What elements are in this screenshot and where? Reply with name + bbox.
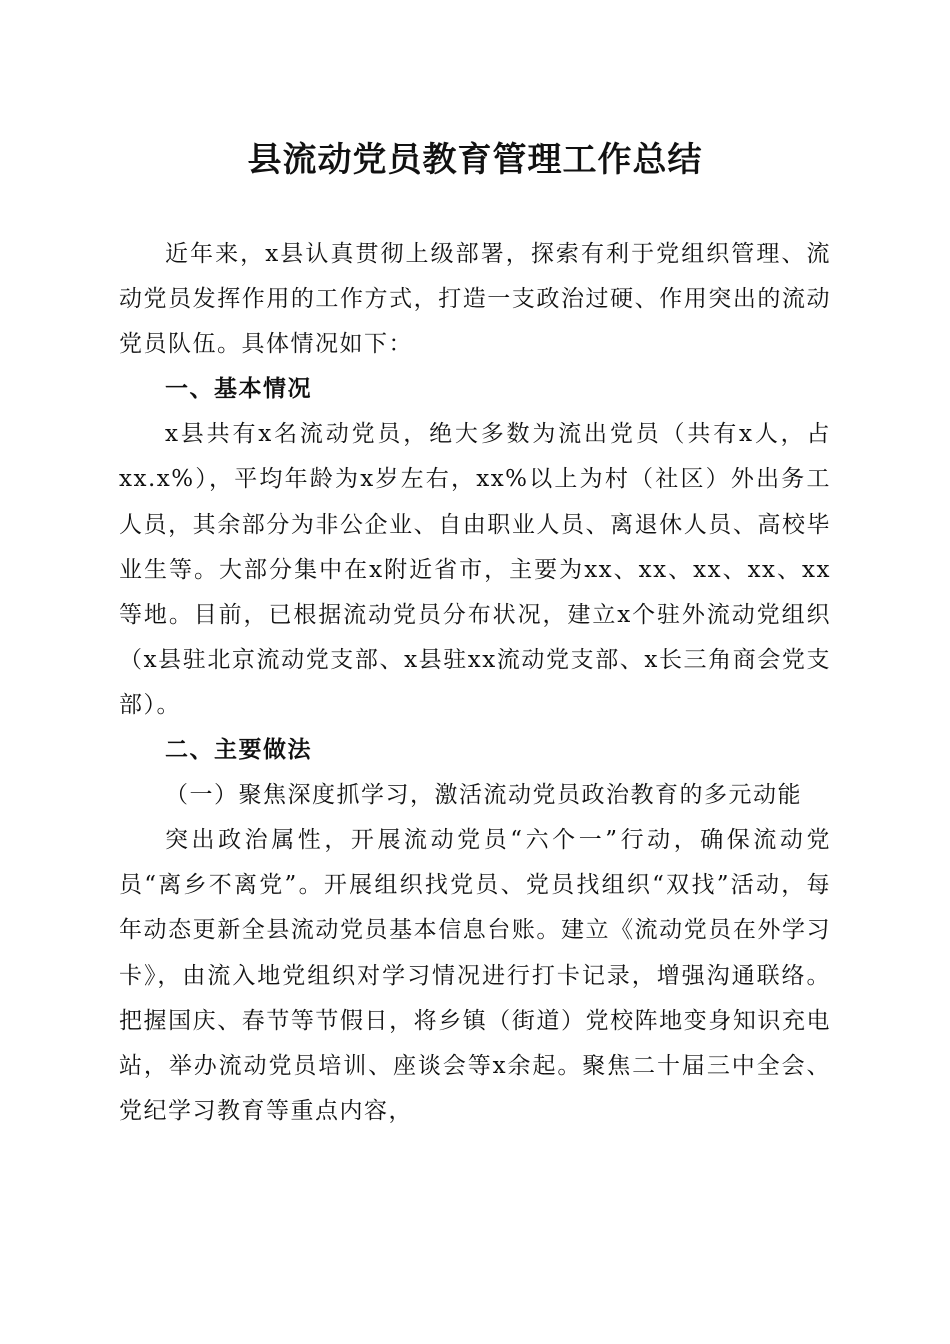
study-paragraph: 突出政治属性，开展流动党员“六个一”行动，确保流动党员“离乡不离党”。开展组织找党员、党员找组织“双找”活动，每年动态更新全县流动党员基本信息台账。建立《流动党员在外学习卡》，由流入地党组织对学习情况进行打卡记录，增强沟通联络。把握国庆、春节等节假日，将乡镇（街道）党校阵地变身知识充电站，举办流动党员培训、座谈会等x余起。聚焦二十届三中全会、党纪学习教育等重点内容， [119, 827, 831, 1124]
section-heading-main-practices: 二、主要做法 [165, 737, 312, 764]
section-heading-basic-situation: 一、基本情况 [165, 376, 312, 403]
document-body [119, 232, 831, 1134]
intro-paragraph: 近年来，x县认真贯彻上级部署，探索有利于党组织管理、流动党员发挥作用的工作方式，打造一支政治过硬、作用突出的流动党员队伍。具体情况如下： [119, 241, 831, 358]
subsection-heading-study: （一）聚焦深度抓学习，激活流动党员政治教育的多元动能 [165, 782, 802, 809]
basic-situation-paragraph: x县共有x名流动党员，绝大多数为流出党员（共有x人，占xx.x%），平均年龄为x岁左右，xx%以上为村（社区）外出务工人员，其余部分为非公企业、自由职业人员、离退休人员、高校毕业生等。大部分集中在x附近省市，主要为xx、xx、xx、xx、xx等地。目前，已根据流动党员分布状况，建立x个驻外流动党组织（x县驻北京流动党支部、x县驻xx流动党支部、x长三角商会党支部）。 [119, 421, 831, 718]
document-title: 县流动党员教育管理工作总结 [247, 140, 703, 180]
